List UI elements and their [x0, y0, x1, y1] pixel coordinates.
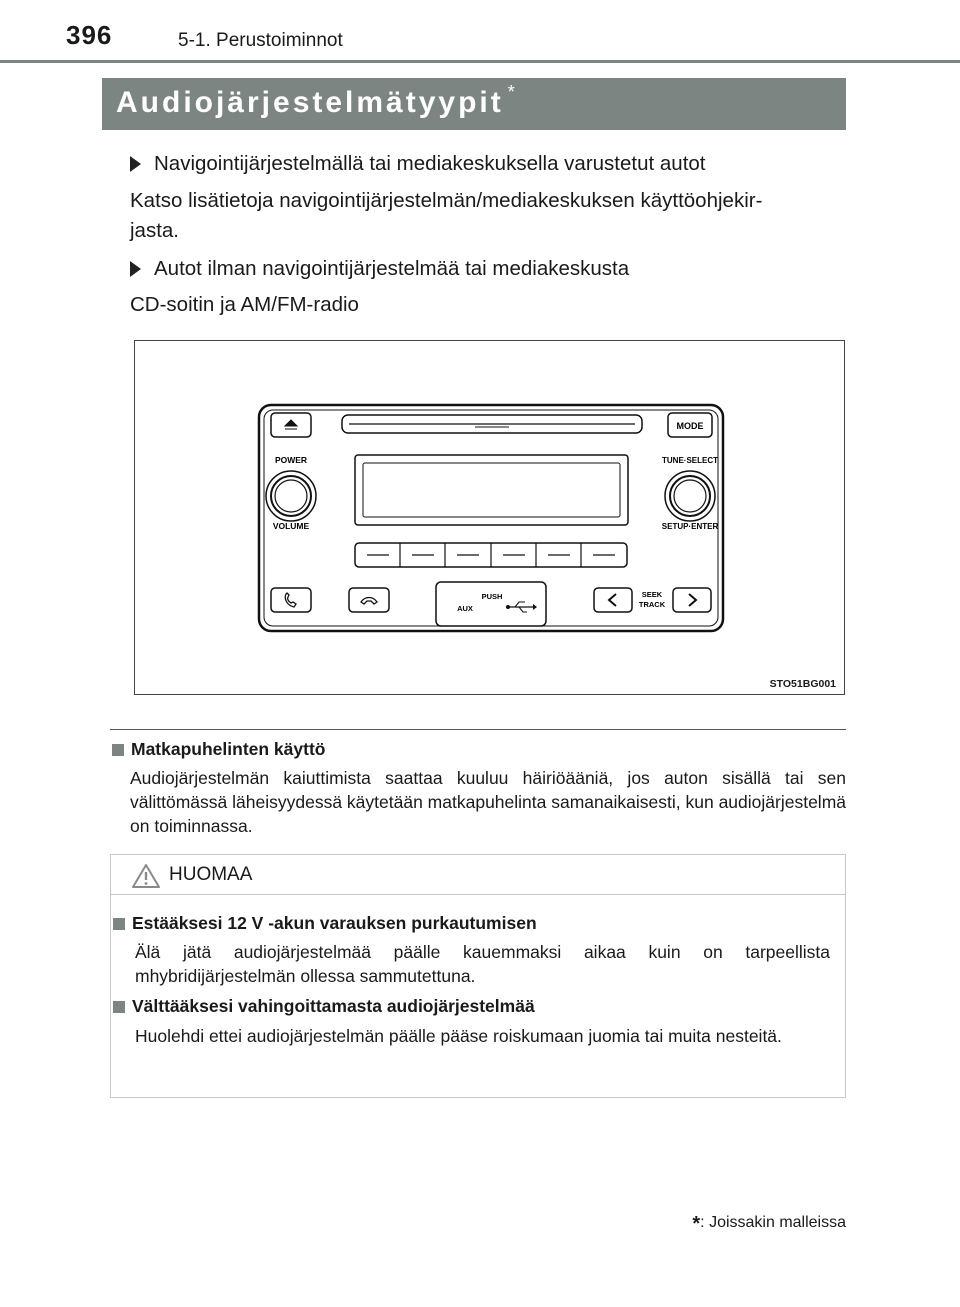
bullet-no-navigation [130, 257, 629, 281]
track-label: TRACK [638, 600, 666, 609]
mode-label: MODE [676, 421, 704, 431]
caution-item-liquid-heading-text: Välttääksesi vahingoittamasta audiojärjestelmää [132, 996, 535, 1016]
section-title-text: Audiojärjestelmätyypit [116, 86, 504, 119]
navigation-paragraph-line2: jasta. [130, 219, 179, 242]
caution-header [111, 855, 845, 895]
bullet-no-navigation-text: Autot ilman navigointijärjestelmää tai mediakeskusta [154, 257, 630, 280]
volume-label: VOLUME [272, 521, 310, 531]
figure-code: STO51BG001 [769, 678, 836, 690]
page-number: 396 [66, 20, 113, 50]
section-title [116, 82, 518, 120]
caution-box [110, 854, 846, 1098]
note-body: Audiojärjestelmän kaiuttimista saattaa kuuluu häiriöääniä, jos auton sisällä tai sen välittömässä läheisyydessä käytetään matkapuhelinta samanaikaisesti, kun audiojärjestelmä on toiminnassa. [130, 768, 846, 836]
seek-label: SEEK [641, 590, 663, 599]
caution-item-liquid-heading [113, 996, 535, 1017]
audio-unit-illustration [135, 341, 846, 696]
section-title-band [102, 78, 846, 130]
bullet-navigation-text: Navigointijärjestelmällä tai mediakeskuksella varustetut autot [154, 152, 706, 175]
footnote-text: : Joissakin malleissa [700, 1214, 846, 1231]
caution-item-battery-heading [113, 913, 537, 934]
square-bullet-icon [112, 744, 124, 756]
warning-icon [131, 863, 161, 889]
aux-label: AUX [457, 604, 473, 613]
square-bullet-icon [113, 1001, 125, 1013]
audio-unit-figure [134, 340, 845, 695]
footnote-marker: * [692, 1213, 701, 1235]
power-label: POWER [274, 455, 308, 465]
header-rule [0, 60, 960, 63]
square-bullet-icon [113, 918, 125, 930]
footnote [692, 1210, 846, 1233]
caution-title: HUOMAA [169, 864, 253, 885]
caution-item-battery-body: Älä jätä audiojärjestelmää päälle kauemmaksi aikaa kuin on tarpeellista mhybridijärjestelmän ollessa sammutettuna. [135, 942, 830, 986]
setup-enter-label: SETUP·ENTER [661, 522, 719, 531]
tune-select-label: TUNE·SELECT [662, 456, 718, 465]
caution-item-liquid-body: Huolehdi ettei audiojärjestelmän päälle pääse roiskumaan juomia tai muita nesteitä. [135, 1026, 782, 1046]
note-heading [112, 739, 325, 760]
bullet-navigation [130, 152, 706, 176]
triangle-bullet-icon [130, 261, 141, 277]
navigation-paragraph [130, 186, 846, 246]
chapter-title: 5-1. Perustoiminnot [178, 30, 343, 51]
note-heading-text: Matkapuhelinten käyttö [131, 739, 326, 759]
cd-radio-text: CD-soitin ja AM/FM-radio [130, 293, 359, 316]
caution-item-battery-heading-text: Estääksesi 12 V -akun varauksen purkautumisen [132, 913, 537, 933]
navigation-paragraph-line1: Katso lisätietoja navigointijärjestelmän/mediakeskuksen käyttöohjekir- [130, 189, 763, 212]
triangle-bullet-icon [130, 156, 141, 172]
section-separator [110, 729, 846, 730]
push-label: PUSH [481, 592, 503, 601]
title-footnote-marker: * [507, 82, 518, 102]
